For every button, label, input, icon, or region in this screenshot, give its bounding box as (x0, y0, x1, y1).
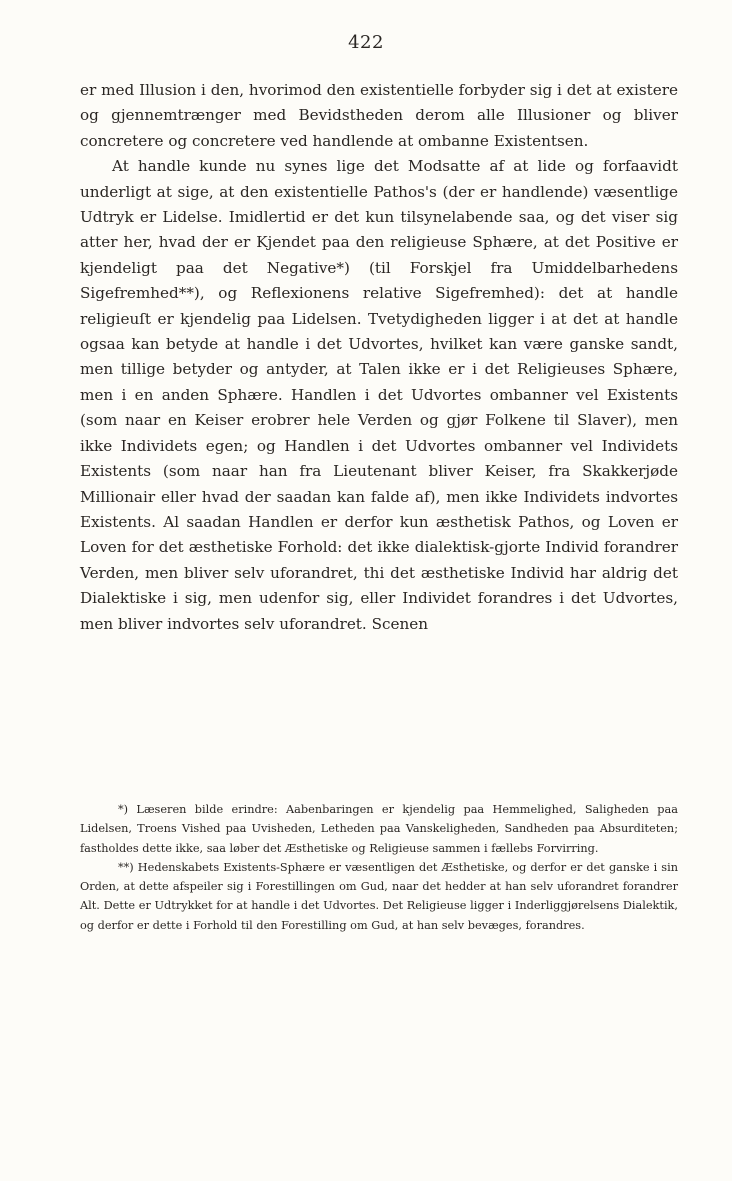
main-text (80, 78, 678, 637)
page-number: 422 (348, 32, 384, 53)
footnote-2: **) Hedenskabets Existents-Sphære er væsentligen det Æsthetiske, og derfor er det ganske i sin Orden, at dette afspeiler sig i Forestillingen om Gud, naar det hedder at han selv uforandret forandrer Alt. Dette er Udtrykket for at handle i det Udvortes. Det Religieuse ligger i Inderliggjørelsens Dialektik, og derfor er dette i Forhold til den Forestilling om Gud, at han selv bevæges, forandres. (80, 860, 678, 932)
footnote-1: *) Læseren bilde erindre: Aabenbaringen er kjendelig paa Hemmelighed, Saligheden paa Lidelsen, Troens Vished paa Uvisheden, Letheden paa Vanskeligheden, Sandheden paa Absurditeten; fastholdes dette ikke, saa løber det Æsthetiske og Religieuse sammen i fællebs Forvirring. (80, 803, 678, 855)
footnotes (80, 800, 678, 935)
paragraph-1: er med Illusion i den, hvorimod den existentielle forbyder sig i det at existere og gjennemtrænger med Bevidstheden derom alle Illusioner og bliver concretere og concretere ved handlende at ombanne Existentsen. (80, 81, 678, 150)
paragraph-2: At handle kunde nu synes lige det Modsatte af at lide og forfaavidt underligt at sige, at den existentielle Pathos's (der er handlende) væsentlige Udtryk er Lidelse. Imidlertid er det kun tilsynelabende saa, og det viser sig atter her, hvad der er Kjendet paa den religieuse Sphære, at det Positive er kjendeligt paa det Negative*) (til Forskjel fra Umiddelbarhedens Sigefremhed**), og Reflexionens relative Sigefremhed): det at handle religieuſt er kjendelig paa Lidelsen. Tvetydigheden ligger i at det at handle ogsaa kan betyde at handle i det Udvortes, hvilket kan være ganske sandt, men tillige betyder og antyder, at Talen ikke er i det Religieuses Sphære, men i en anden Sphære. Handlen i det Udvortes ombanner vel Existents (som naar en Keiser erobrer hele Verden og gjør Folkene til Slaver), men ikke Individets egen; og Handlen i det Udvortes ombanner vel Individets Existents (som naar han fra Lieutenant bliver Keiser, fra Skakkerjøde Millionair eller hvad der saadan kan falde af), men ikke Individets indvortes Existents. Al saadan Handlen er derfor kun æsthetisk Pathos, og Loven er Loven for det æsthetiske Forhold: det ikke dialektisk-gjorte Individ forandrer Verden, men bliver selv uforandret, thi det æsthetiske Individ har aldrig det Dialektiske i sig, men udenfor sig, eller Individet forandres i det Udvortes, men bliver indvortes selv uforandret. Scenen (80, 157, 678, 633)
